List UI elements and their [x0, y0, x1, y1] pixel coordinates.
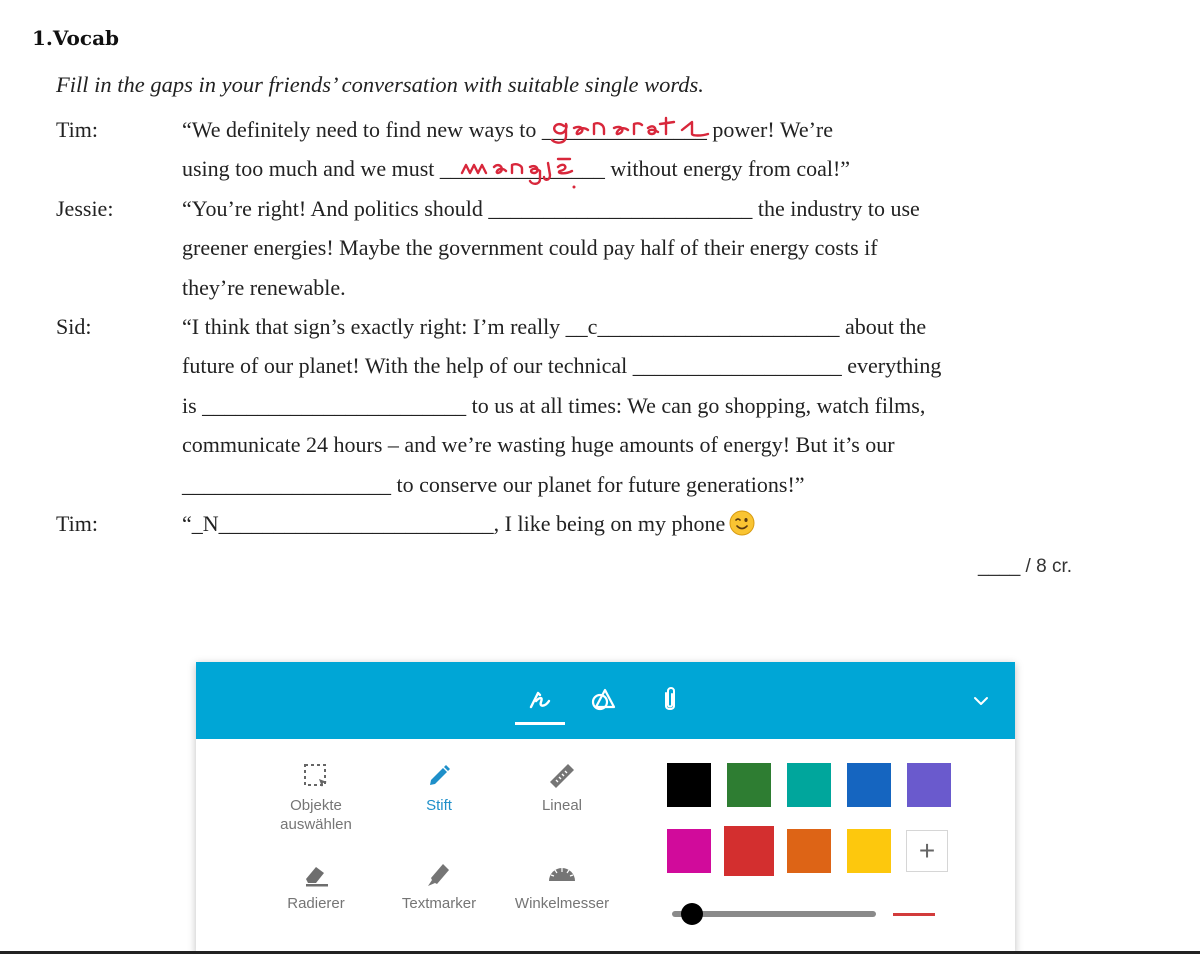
active-tab-indicator — [515, 722, 565, 725]
ink-toolbar — [196, 662, 1015, 954]
tool-label: Lineal — [541, 797, 583, 814]
protractor-icon — [547, 863, 577, 885]
stroke-preview — [893, 913, 935, 916]
chevron-down-icon — [973, 696, 989, 706]
gap-underscores: _______________ — [541, 117, 707, 142]
draw-tab[interactable] — [520, 680, 560, 720]
line-text: “We definitely need to find new ways to — [182, 117, 542, 142]
dialogue-line: they’re renewable. — [182, 274, 346, 300]
color-swatch-orange[interactable] — [787, 829, 831, 873]
dialogue-turn — [56, 189, 1156, 307]
gap-underscores: _______________ — [439, 156, 605, 182]
tool-ruler[interactable] — [502, 756, 622, 815]
ink-toolbar-header — [196, 662, 1015, 739]
dialogue-line: communicate 24 hours – and we’re wasting huge amounts of energy! But it’s our — [182, 432, 895, 458]
highlighter-icon — [425, 860, 453, 888]
tool-label: Stift — [426, 797, 452, 814]
gap-blank[interactable] — [542, 110, 707, 149]
tool-label: Objekte auswählen — [280, 797, 352, 833]
score-field: ____ / 8 cr. — [978, 556, 1073, 577]
tool-label: Textmarker — [401, 895, 477, 912]
tool-label: Radierer — [287, 895, 345, 912]
paperclip-icon — [660, 685, 680, 715]
color-swatch-black[interactable] — [667, 763, 711, 807]
color-swatch-yellow[interactable] — [847, 829, 891, 873]
stroke-width-slider[interactable] — [672, 902, 876, 926]
shapes-tab[interactable] — [583, 680, 623, 720]
speaker-name: Tim: — [56, 117, 99, 142]
dialogue-line — [182, 504, 1156, 543]
dialogue-line: “You’re right! And politics should ________________________ the industry to use — [182, 195, 920, 221]
dialogue-line: “I think that sign’s exactly right: I’m really __c______________________ about the — [182, 313, 927, 339]
pen-squiggle-icon — [527, 687, 553, 713]
speaker-name: Jessie: — [56, 195, 114, 221]
add-color-button[interactable]: + — [906, 830, 948, 872]
dialogue-turn — [56, 504, 1156, 543]
dialogue-line: is ________________________ to us at all times: We can go shopping, watch films, — [182, 392, 926, 418]
dialogue-turn — [56, 110, 1156, 189]
line-text: without energy from coal!” — [604, 156, 851, 182]
dialogue-line: ___________________ to conserve our planet for future generations!” — [182, 471, 805, 497]
color-swatch-red[interactable] — [724, 826, 774, 876]
exercise-instructions: Fill in the gaps in your friends’ conversation with suitable single words. — [56, 72, 704, 97]
tool-select-objects[interactable] — [256, 756, 376, 834]
tool-pen[interactable] — [379, 756, 499, 815]
slider-thumb[interactable] — [681, 903, 703, 925]
color-swatch-purple[interactable] — [907, 763, 951, 807]
dialogue-line — [182, 110, 1156, 149]
tool-label: Winkelmesser — [514, 895, 610, 912]
speaker-name: Sid: — [56, 313, 92, 339]
attach-tab[interactable] — [650, 680, 690, 720]
speaker-name: Tim: — [56, 510, 99, 536]
line-text: “_N_________________________, I like being on my phone — [182, 510, 726, 536]
color-swatch-blue[interactable] — [847, 763, 891, 807]
gap-blank[interactable] — [440, 149, 605, 188]
winking-face-icon — [729, 510, 755, 536]
pencil-icon — [426, 763, 452, 789]
tool-eraser[interactable] — [256, 854, 376, 913]
tool-protractor[interactable] — [502, 854, 622, 913]
dialogue — [56, 110, 1156, 543]
dialogue-line — [182, 149, 1156, 188]
select-objects-icon — [303, 763, 329, 789]
dialogue-line: future of our planet! With the help of our technical ___________________ everything — [182, 353, 942, 379]
dialogue-turn — [56, 307, 1156, 504]
shapes-icon — [589, 687, 617, 713]
exercise-heading: 1.Vocab — [32, 26, 120, 50]
color-swatch-magenta[interactable] — [667, 829, 711, 873]
line-text: using too much and we must — [182, 156, 440, 182]
collapse-toolbar-button[interactable] — [966, 686, 996, 716]
eraser-icon — [302, 861, 330, 887]
dialogue-line: greener energies! Maybe the government could pay half of their energy costs if — [182, 235, 878, 261]
tool-highlighter[interactable] — [379, 854, 499, 913]
color-swatch-teal[interactable] — [787, 763, 831, 807]
line-text: power! We’re — [706, 117, 833, 142]
ruler-icon — [548, 762, 576, 790]
color-swatch-green[interactable] — [727, 763, 771, 807]
